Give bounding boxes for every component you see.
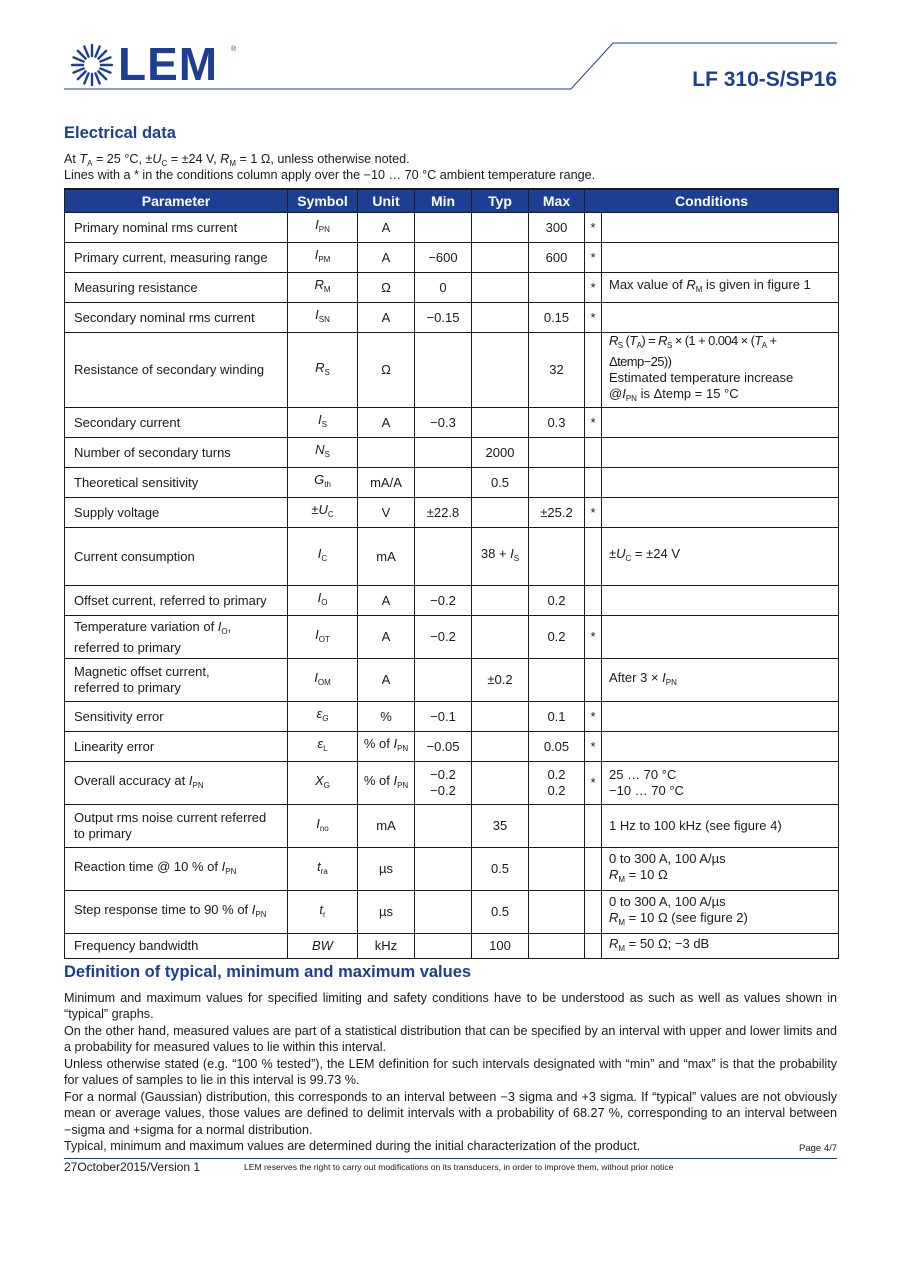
cell-star: * xyxy=(585,213,602,243)
footer-divider xyxy=(64,1158,837,1159)
cell-symbol: $R_M$ xyxy=(288,273,358,303)
cell-typ xyxy=(472,213,529,243)
table-row xyxy=(65,762,839,805)
cell-unit: V xyxy=(358,498,415,528)
cell-star xyxy=(585,333,602,408)
cell-min: −0.2 xyxy=(415,586,472,616)
cell-min xyxy=(415,528,472,586)
cell-conditions xyxy=(602,468,839,498)
cell-parameter: Resistance of secondary winding xyxy=(65,333,288,408)
cell-star xyxy=(585,438,602,468)
cell-star: * xyxy=(585,243,602,273)
cell-unit: A xyxy=(358,303,415,333)
table-row xyxy=(65,848,839,891)
cell-star: * xyxy=(585,408,602,438)
cell-conditions xyxy=(602,732,839,762)
electrical-data-table xyxy=(64,188,839,959)
definition-paragraph-1: Minimum and maximum values for specified limiting and safety conditions have to be understood as such as well as values shown in “typical” graphs. xyxy=(64,991,837,1022)
cell-max xyxy=(529,438,585,468)
cell-min: −0.2 −0.2 xyxy=(415,762,472,805)
cell-typ xyxy=(472,498,529,528)
cell-conditions: $\pm U_C = \pm 24$ V xyxy=(602,528,839,586)
cell-typ: ±0.2 xyxy=(472,659,529,702)
cell-min xyxy=(415,213,472,243)
cell-symbol: $I_{no}$ xyxy=(288,805,358,848)
cell-symbol: $\pm U_C$ xyxy=(288,498,358,528)
cell-max: 0.1 xyxy=(529,702,585,732)
cell-parameter: Primary current, measuring range xyxy=(65,243,288,273)
table-row xyxy=(65,438,839,468)
cell-parameter: Secondary nominal rms current xyxy=(65,303,288,333)
cell-typ: 0.5 xyxy=(472,468,529,498)
cell-min xyxy=(415,659,472,702)
cell-conditions xyxy=(602,243,839,273)
table-row xyxy=(65,213,839,243)
cell-min: −0.05 xyxy=(415,732,472,762)
table-header-row xyxy=(65,189,839,213)
cell-unit: Ω xyxy=(358,333,415,408)
lem-logo: LEM xyxy=(118,38,219,90)
cell-conditions xyxy=(602,702,839,732)
cell-star xyxy=(585,848,602,891)
cell-conditions: 0 to 300 A, 100 A/µs $R_M = 10$ Ω xyxy=(602,848,839,891)
table-row xyxy=(65,702,839,732)
cell-parameter: Number of secondary turns xyxy=(65,438,288,468)
cell-star xyxy=(585,659,602,702)
lem-sunburst-icon xyxy=(72,45,112,85)
table-row xyxy=(65,659,839,702)
cell-star: * xyxy=(585,498,602,528)
table-row xyxy=(65,934,839,959)
header-parameter: Parameter xyxy=(65,189,288,213)
cell-max xyxy=(529,468,585,498)
cell-parameter: Temperature variation of $I_O$, referred to primary xyxy=(65,616,288,659)
cell-min xyxy=(415,934,472,959)
cell-symbol: $I_{PM}$ xyxy=(288,243,358,273)
cell-symbol: $I_C$ xyxy=(288,528,358,586)
cell-parameter: Frequency bandwidth xyxy=(65,934,288,959)
cell-typ xyxy=(472,762,529,805)
cell-typ: 100 xyxy=(472,934,529,959)
cell-symbol: $I_{OT}$ xyxy=(288,616,358,659)
cell-typ: 35 xyxy=(472,805,529,848)
cell-unit: mA xyxy=(358,528,415,586)
cell-star xyxy=(585,805,602,848)
cell-conditions: Max value of $R_M$ is given in figure 1 xyxy=(602,273,839,303)
cell-unit: µs xyxy=(358,848,415,891)
cell-max xyxy=(529,891,585,934)
cell-symbol: $\varepsilon_L$ xyxy=(288,732,358,762)
cell-parameter: Current consumption xyxy=(65,528,288,586)
cell-min: −600 xyxy=(415,243,472,273)
cell-typ xyxy=(472,408,529,438)
cell-symbol: $N_S$ xyxy=(288,438,358,468)
cell-max xyxy=(529,528,585,586)
cell-max: 0.15 xyxy=(529,303,585,333)
cell-unit: A xyxy=(358,408,415,438)
cell-max xyxy=(529,659,585,702)
cell-symbol: $I_S$ xyxy=(288,408,358,438)
cell-conditions xyxy=(602,586,839,616)
cell-unit: A xyxy=(358,586,415,616)
cell-max: 32 xyxy=(529,333,585,408)
cell-star: * xyxy=(585,702,602,732)
cell-conditions: 25 … 70 °C −10 … 70 °C xyxy=(602,762,839,805)
cell-symbol: $I_{PN}$ xyxy=(288,213,358,243)
cell-unit: A xyxy=(358,243,415,273)
cell-unit: % of $I_{PN}$ xyxy=(358,762,415,805)
cell-unit: A xyxy=(358,213,415,243)
definition-paragraph-5: Typical, minimum and maximum values are determined during the initial characterization of the product. xyxy=(64,1139,641,1153)
cell-parameter: Offset current, referred to primary xyxy=(65,586,288,616)
cell-star: * xyxy=(585,762,602,805)
table-row xyxy=(65,616,839,659)
cell-typ: $38 + I_S$ xyxy=(472,528,529,586)
cell-typ xyxy=(472,333,529,408)
cell-typ: 0.5 xyxy=(472,848,529,891)
cell-typ: 0.5 xyxy=(472,891,529,934)
cell-unit: A xyxy=(358,659,415,702)
table-row xyxy=(65,586,839,616)
cell-conditions xyxy=(602,438,839,468)
cell-unit: A xyxy=(358,616,415,659)
cell-conditions: 0 to 300 A, 100 A/µs $R_M = 10$ Ω (see figure 2) xyxy=(602,891,839,934)
table-row xyxy=(65,732,839,762)
cell-min: −0.3 xyxy=(415,408,472,438)
table-row xyxy=(65,498,839,528)
cell-max: ±25.2 xyxy=(529,498,585,528)
section-title-electrical-data: Electrical data xyxy=(64,124,176,142)
cell-symbol: $I_{OM}$ xyxy=(288,659,358,702)
cell-parameter: Step response time to 90 % of $I_{PN}$ xyxy=(65,891,288,934)
table-row xyxy=(65,243,839,273)
cell-conditions: $R_S$ $(T_A) = R_S \times (1 + 0.004 \times (T_A$ + Δtemp−25)) Estimated temperature increase $@I_{PN}$ is Δtemp = 15 °C xyxy=(602,333,839,408)
cell-min xyxy=(415,848,472,891)
cell-symbol: BW xyxy=(288,934,358,959)
cell-min xyxy=(415,805,472,848)
document-title: LF 310-S/SP16 xyxy=(692,68,837,91)
cell-conditions xyxy=(602,616,839,659)
cell-symbol: $t_r$ xyxy=(288,891,358,934)
cell-star: * xyxy=(585,303,602,333)
cell-parameter: Reaction time @ 10 % of $I_{PN}$ xyxy=(65,848,288,891)
cell-min xyxy=(415,333,472,408)
table-row xyxy=(65,273,839,303)
cell-max: 300 xyxy=(529,213,585,243)
cell-star: * xyxy=(585,732,602,762)
cell-star: * xyxy=(585,616,602,659)
intro-line-2: Lines with a * in the conditions column apply over the −10 … 70 °C ambient temperature range. xyxy=(64,168,596,182)
table-row xyxy=(65,805,839,848)
cell-min xyxy=(415,438,472,468)
header-typ: Typ xyxy=(472,189,529,213)
table-row xyxy=(65,303,839,333)
cell-typ xyxy=(472,702,529,732)
cell-conditions xyxy=(602,498,839,528)
cell-symbol: $X_G$ xyxy=(288,762,358,805)
footer-disclaimer: LEM reserves the right to carry out modifications on its transducers, in order to improve them, without prior notice xyxy=(244,1162,674,1172)
cell-unit: Ω xyxy=(358,273,415,303)
cell-unit: mA xyxy=(358,805,415,848)
section-title-definitions: Definition of typical, minimum and maximum values xyxy=(64,963,472,981)
table-row xyxy=(65,528,839,586)
definition-paragraph-4: For a normal (Gaussian) distribution, this corresponds to an interval between −3 sigma and +3 sigma. If “typical” values are not obviously mean or average values, those values are defined to delimit intervals with a probability of 68.27 %, corresponding to an interval between −sigma and +sigma for a normal distribution. xyxy=(64,1090,837,1137)
cell-min: −0.1 xyxy=(415,702,472,732)
cell-min: ±22.8 xyxy=(415,498,472,528)
cell-parameter: Secondary current xyxy=(65,408,288,438)
cell-min: 0 xyxy=(415,273,472,303)
cell-parameter: Magnetic offset current, referred to primary xyxy=(65,659,288,702)
cell-symbol: $G_{th}$ xyxy=(288,468,358,498)
cell-star xyxy=(585,891,602,934)
header-min: Min xyxy=(415,189,472,213)
cell-parameter: Output rms noise current referred to primary xyxy=(65,805,288,848)
cell-parameter: Overall accuracy at $I_{PN}$ xyxy=(65,762,288,805)
cell-conditions xyxy=(602,408,839,438)
cell-symbol: $I_{SN}$ xyxy=(288,303,358,333)
cell-typ xyxy=(472,303,529,333)
cell-unit: µs xyxy=(358,891,415,934)
cell-parameter: Theoretical sensitivity xyxy=(65,468,288,498)
cell-max: 0.2 xyxy=(529,586,585,616)
cell-min: −0.2 xyxy=(415,616,472,659)
intro-line-1: At $T_A = 25$ °C, $\pm U_C = \pm 24$ V, $R_M = 1$ Ω, unless otherwise noted. xyxy=(64,152,410,168)
cell-max: 0.05 xyxy=(529,732,585,762)
cell-symbol: $t_{ra}$ xyxy=(288,848,358,891)
cell-max: 0.2 0.2 xyxy=(529,762,585,805)
cell-symbol: $I_O$ xyxy=(288,586,358,616)
header-max: Max xyxy=(529,189,585,213)
cell-symbol: $R_S$ xyxy=(288,333,358,408)
definition-paragraph-3: Unless otherwise stated (e.g. “100 % tested”), the LEM definition for such intervals designated with “min” and “max” is that the probability for values of samples to lie in this interval is 99.73 %. xyxy=(64,1057,837,1088)
cell-unit: kHz xyxy=(358,934,415,959)
cell-max xyxy=(529,273,585,303)
cell-symbol: $\varepsilon_G$ xyxy=(288,702,358,732)
cell-star: * xyxy=(585,273,602,303)
cell-typ xyxy=(472,586,529,616)
cell-parameter: Linearity error xyxy=(65,732,288,762)
cell-unit: mA/A xyxy=(358,468,415,498)
cell-unit: % of $I_{PN}$ xyxy=(358,732,415,762)
cell-min: −0.15 xyxy=(415,303,472,333)
cell-max: 0.2 xyxy=(529,616,585,659)
logo-registered-mark: ® xyxy=(231,46,237,53)
cell-typ xyxy=(472,273,529,303)
cell-max: 600 xyxy=(529,243,585,273)
cell-star xyxy=(585,468,602,498)
cell-typ xyxy=(472,243,529,273)
cell-conditions xyxy=(602,303,839,333)
cell-parameter: Supply voltage xyxy=(65,498,288,528)
cell-conditions: $R_M = 50$ Ω; −3 dB xyxy=(602,934,839,959)
cell-max xyxy=(529,805,585,848)
cell-unit: % xyxy=(358,702,415,732)
table-row xyxy=(65,408,839,438)
cell-min xyxy=(415,891,472,934)
cell-parameter: Primary nominal rms current xyxy=(65,213,288,243)
footer-date-version: 27October2015/Version 1 xyxy=(64,1160,201,1174)
cell-typ: 2000 xyxy=(472,438,529,468)
table-row xyxy=(65,891,839,934)
header-conditions: Conditions xyxy=(585,189,839,213)
cell-star xyxy=(585,586,602,616)
cell-conditions: After $3 \times I_{PN}$ xyxy=(602,659,839,702)
table-row xyxy=(65,333,839,408)
cell-conditions xyxy=(602,213,839,243)
cell-min xyxy=(415,468,472,498)
cell-typ xyxy=(472,616,529,659)
cell-unit xyxy=(358,438,415,468)
page-number: Page 4/7 xyxy=(799,1143,838,1154)
cell-star xyxy=(585,934,602,959)
definition-paragraph-2: On the other hand, measured values are part of a statistical distribution that can be specified by an interval with upper and lower limits and a probability for measured values to lie within this interval. xyxy=(64,1024,837,1055)
header-unit: Unit xyxy=(358,189,415,213)
cell-typ xyxy=(472,732,529,762)
header-symbol: Symbol xyxy=(288,189,358,213)
cell-max xyxy=(529,848,585,891)
cell-conditions: 1 Hz to 100 kHz (see figure 4) xyxy=(602,805,839,848)
cell-max: 0.3 xyxy=(529,408,585,438)
cell-star xyxy=(585,528,602,586)
table-row xyxy=(65,468,839,498)
cell-parameter: Sensitivity error xyxy=(65,702,288,732)
cell-parameter: Measuring resistance xyxy=(65,273,288,303)
cell-max xyxy=(529,934,585,959)
